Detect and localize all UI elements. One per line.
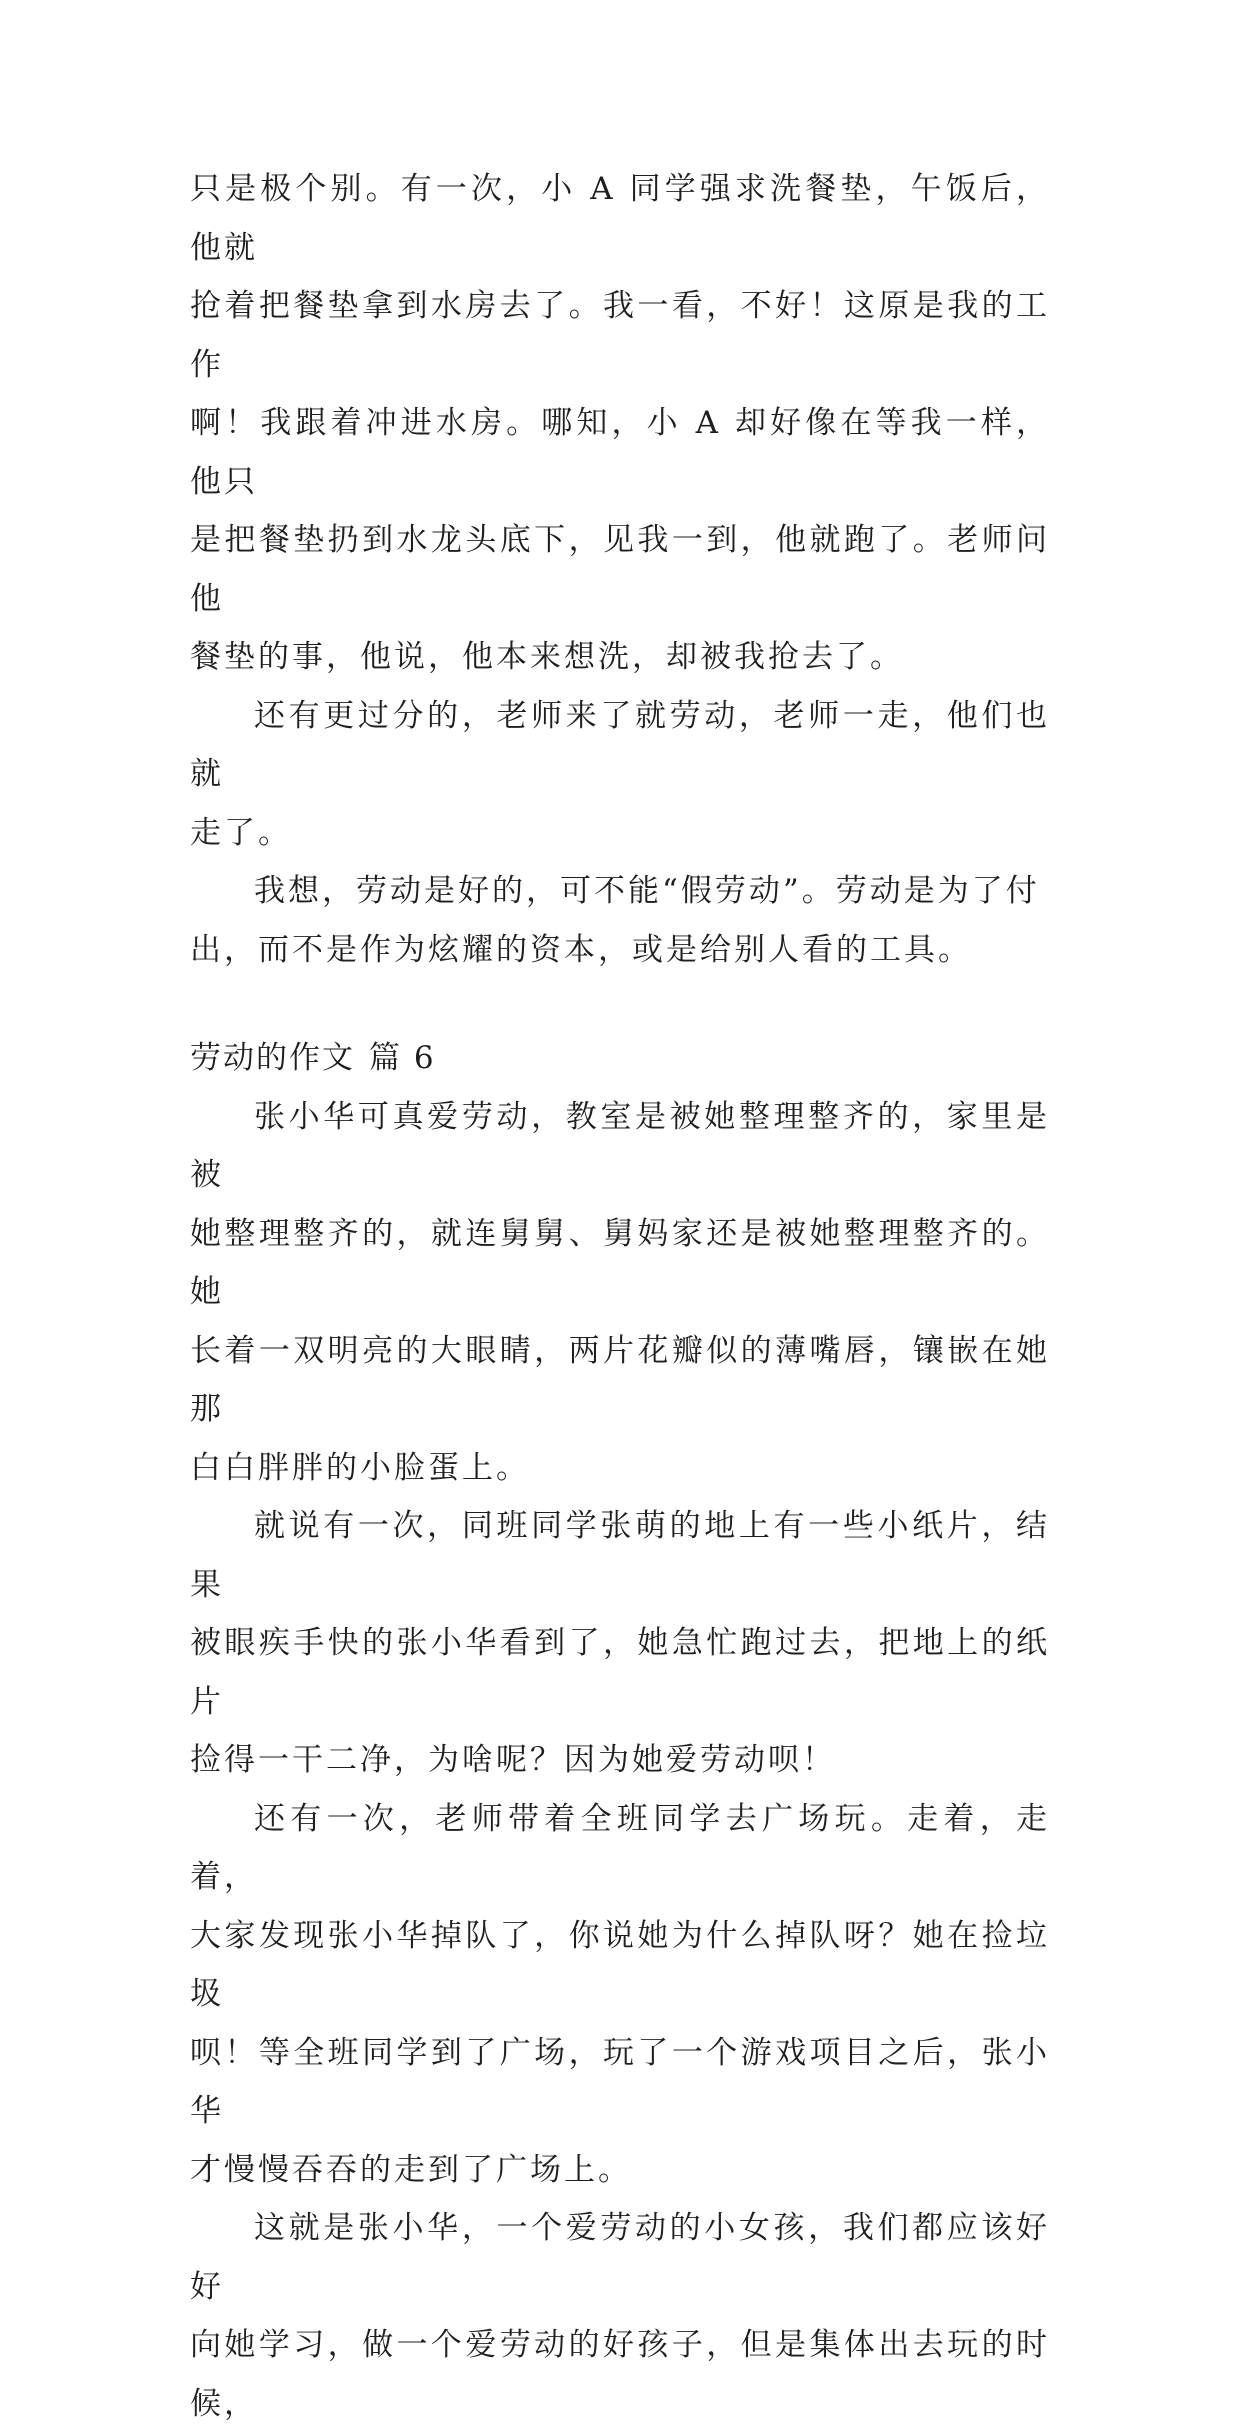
text-line: 大家发现张小华掉队了，你说她为什么掉队呀？她在捡垃圾 bbox=[190, 1918, 1050, 2013]
text-line: 呗！等全班同学到了广场，玩了一个游戏项目之后，张小华 bbox=[190, 2035, 1050, 2130]
document-body bbox=[190, 160, 1050, 2433]
section-number: 篇 6 bbox=[369, 1040, 436, 1076]
text-line: 才慢慢吞吞的走到了广场上。 bbox=[190, 2152, 632, 2188]
paragraph bbox=[190, 687, 1050, 863]
text-line: 被眼疾手快的张小华看到了，她急忙跑过去，把地上的纸片 bbox=[190, 1625, 1050, 1720]
text-line: 出，而不是作为炫耀的资本，或是给别人看的工具。 bbox=[190, 932, 972, 968]
text-line: 捡得一干二净，为啥呢？因为她爱劳动呗！ bbox=[190, 1742, 836, 1778]
text-line: 餐垫的事，他说，他本来想洗，却被我抢去了。 bbox=[190, 639, 904, 675]
section-spacer bbox=[190, 979, 1050, 1029]
text-line: 只是极个别。有一次，小 A 同学强求洗餐垫，午饭后，他就 bbox=[190, 171, 1050, 266]
section-heading bbox=[190, 1029, 1050, 1088]
paragraph bbox=[190, 1790, 1050, 2200]
paragraph bbox=[190, 1088, 1050, 1498]
paragraph bbox=[190, 2199, 1050, 2433]
text-line: 这就是张小华，一个爱劳动的小女孩，我们都应该好好 bbox=[190, 2210, 1050, 2305]
paragraph bbox=[190, 862, 1050, 979]
text-line: 我想，劳动是好的，可不能“假劳动”。劳动是为了付 bbox=[254, 873, 1040, 909]
essay-6-body bbox=[190, 1088, 1050, 2433]
section-title: 劳动的作文 bbox=[190, 1040, 355, 1076]
text-line: 还有更过分的，老师来了就劳动，老师一走，他们也就 bbox=[190, 698, 1050, 793]
text-line: 张小华可真爱劳动，教室是被她整理整齐的，家里是被 bbox=[190, 1099, 1050, 1194]
text-line: 她整理整齐的，就连舅舅、舅妈家还是被她整理整齐的。她 bbox=[190, 1216, 1050, 1311]
text-line: 走了。 bbox=[190, 815, 292, 851]
text-line: 向她学习，做一个爱劳动的好孩子，但是集体出去玩的时候， bbox=[190, 2327, 1050, 2422]
text-line: 白白胖胖的小脸蛋上。 bbox=[190, 1450, 530, 1486]
text-line: 就说有一次，同班同学张萌的地上有一些小纸片，结果 bbox=[190, 1508, 1050, 1603]
essay-continuation bbox=[190, 160, 1050, 979]
text-line: 是把餐垫扔到水龙头底下，见我一到，他就跑了。老师问他 bbox=[190, 522, 1050, 617]
text-line: 还有一次，老师带着全班同学去广场玩。走着，走着， bbox=[190, 1801, 1050, 1896]
text-line: 抢着把餐垫拿到水房去了。我一看，不好！这原是我的工作 bbox=[190, 288, 1050, 383]
paragraph bbox=[190, 160, 1050, 687]
text-line: 啊！我跟着冲进水房。哪知，小 A 却好像在等我一样，他只 bbox=[190, 405, 1050, 500]
text-line: 长着一双明亮的大眼睛，两片花瓣似的薄嘴唇，镶嵌在她那 bbox=[190, 1333, 1050, 1428]
paragraph bbox=[190, 1497, 1050, 1790]
